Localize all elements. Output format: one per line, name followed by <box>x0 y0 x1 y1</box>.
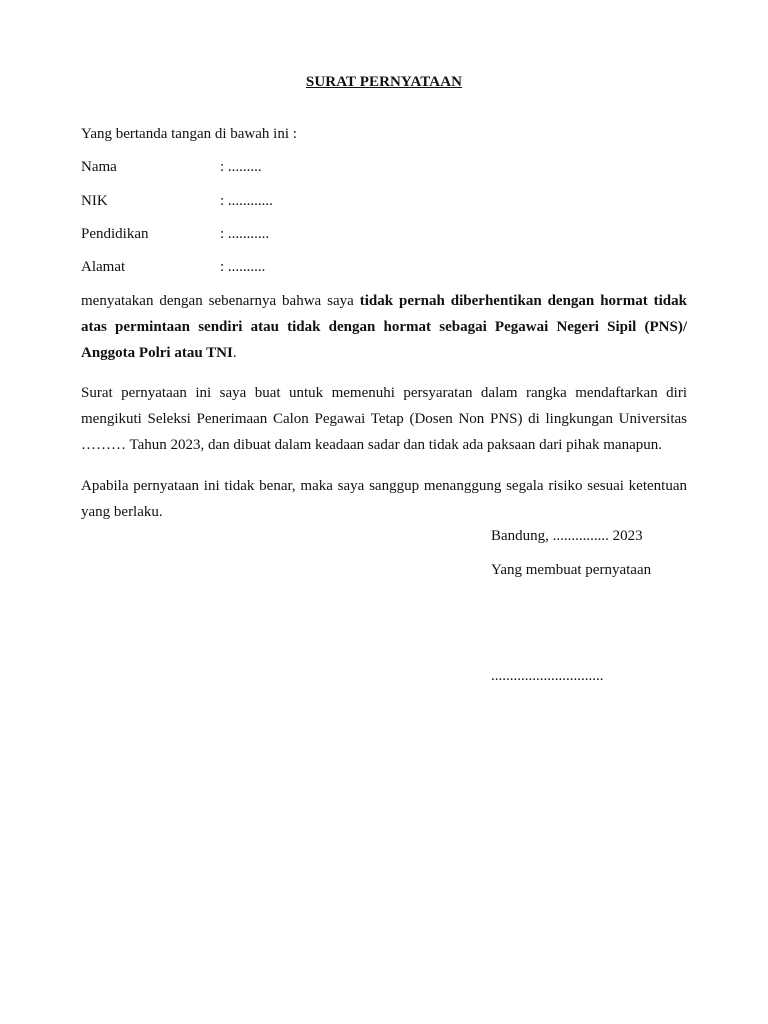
statement-suffix: . <box>232 345 237 361</box>
field-row-nik <box>81 193 381 213</box>
field-label: Pendidikan <box>81 226 149 242</box>
statement-prefix: menyatakan dengan sebenarnya bahwa saya <box>81 293 360 309</box>
field-value: : .......... <box>220 259 266 275</box>
statement-bold: tidak pernah diberhentikan dengan hormat tidak atas permintaan sendiri atau tidak dengan hormat sebagai Pegawai Negeri Sipil (PNS)/ Anggota Polri atau TNI <box>81 293 687 361</box>
field-label: Nama <box>81 159 117 175</box>
statement-paragraph <box>81 288 687 366</box>
field-row-nama <box>81 159 381 179</box>
signature-name-line: .............................. <box>491 668 604 684</box>
closing-paragraph: Apabila pernyataan ini tidak benar, maka saya sanggup menanggung segala risiko sesuai ketentuan yang berlaku. <box>81 478 687 520</box>
field-row-pendidikan <box>81 226 381 246</box>
field-value: : ............ <box>220 193 273 209</box>
field-row-alamat <box>81 259 381 279</box>
field-label: NIK <box>81 193 108 209</box>
signature-maker-label: Yang membuat pernyataan <box>491 562 652 578</box>
field-value: : ........... <box>220 226 270 242</box>
signature-place-date: Bandung, ............... 2023 <box>491 528 643 544</box>
purpose-paragraph: Surat pernyataan ini saya buat untuk memenuhi persyaratan dalam rangka mendaftarkan diri mengikuti Seleksi Penerimaan Calon Pegawai Tetap (Dosen Non PNS) di lingkungan Universitas ……… Tahun 2023, dan dibuat dalam keadaan sadar dan tidak ada paksaan dari pihak manapun. <box>81 385 687 453</box>
field-value: : ......... <box>220 159 262 175</box>
document-title: SURAT PERNYATAAN <box>305 74 463 90</box>
intro-text: Yang bertanda tangan di bawah ini : <box>81 126 297 142</box>
field-label: Alamat <box>81 259 126 275</box>
